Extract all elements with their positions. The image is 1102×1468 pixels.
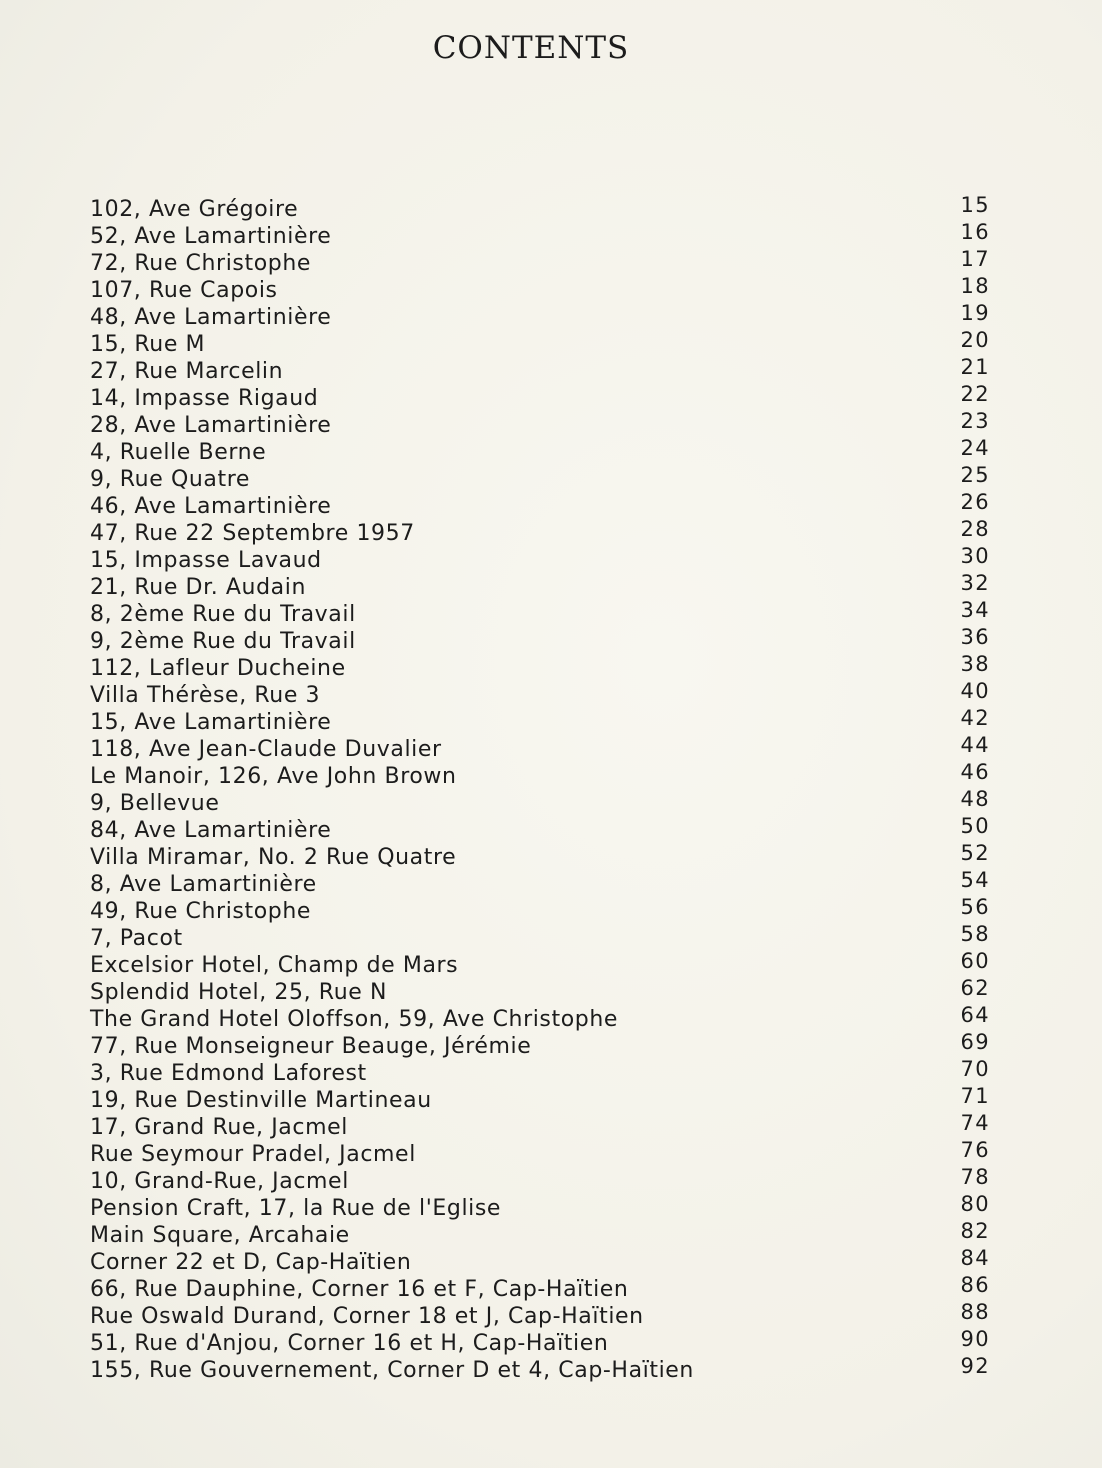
entry-page-number: 21 — [960, 355, 990, 379]
entry-title: 9, Bellevue — [90, 791, 220, 816]
entry-title: 15, Impasse Lavaud — [90, 548, 322, 573]
contents-entry — [90, 1084, 990, 1114]
contents-entry — [90, 733, 990, 763]
entry-title: 84, Ave Lamartinière — [90, 818, 332, 843]
entry-page-number: 34 — [960, 598, 990, 622]
entry-page-number: 17 — [960, 247, 990, 271]
entry-title: 155, Rue Gouvernement, Corner D et 4, Cap-Haïtien — [90, 1358, 694, 1383]
contents-entry — [90, 220, 990, 250]
contents-entry — [90, 328, 990, 358]
contents-entry — [90, 1138, 990, 1168]
contents-entry — [90, 490, 990, 520]
entry-page-number: 80 — [960, 1192, 990, 1216]
entry-title: 8, Ave Lamartinière — [90, 872, 317, 897]
entry-title: 47, Rue 22 Septembre 1957 — [90, 521, 415, 546]
contents-entry — [90, 1192, 990, 1222]
entry-title: 14, Impasse Rigaud — [90, 386, 319, 411]
entry-page-number: 15 — [960, 193, 990, 217]
entry-page-number: 44 — [960, 733, 990, 757]
contents-entry — [90, 922, 990, 952]
entry-title: Le Manoir, 126, Ave John Brown — [90, 764, 457, 789]
contents-entry — [90, 895, 990, 925]
entry-title: The Grand Hotel Oloffson, 59, Ave Christophe — [90, 1007, 619, 1032]
entry-page-number: 20 — [960, 328, 990, 352]
contents-entry — [90, 760, 990, 790]
entry-page-number: 69 — [960, 1030, 990, 1054]
entry-page-number: 18 — [960, 274, 990, 298]
entry-title: Rue Seymour Pradel, Jacmel — [90, 1142, 416, 1167]
entry-title: 66, Rue Dauphine, Corner 16 et F, Cap-Haïtien — [90, 1277, 629, 1302]
contents-entry — [90, 274, 990, 304]
entry-title: Excelsior Hotel, Champ de Mars — [90, 953, 459, 978]
entry-page-number: 30 — [960, 544, 990, 568]
entry-title: 102, Ave Grégoire — [90, 197, 299, 222]
entry-title: Pension Craft, 17, la Rue de l'Eglise — [90, 1196, 502, 1221]
entry-page-number: 28 — [960, 517, 990, 541]
entry-title: 15, Ave Lamartinière — [90, 710, 332, 735]
contents-entry — [90, 571, 990, 601]
entry-page-number: 82 — [960, 1219, 990, 1243]
entry-page-number: 90 — [960, 1327, 990, 1351]
contents-entry — [90, 787, 990, 817]
entry-page-number: 62 — [960, 976, 990, 1000]
entry-page-number: 88 — [960, 1300, 990, 1324]
entry-title: 72, Rue Christophe — [90, 251, 312, 276]
contents-entry — [90, 679, 990, 709]
entry-page-number: 92 — [960, 1354, 990, 1378]
contents-entry — [90, 1273, 990, 1303]
entry-page-number: 78 — [960, 1165, 990, 1189]
contents-entry — [90, 625, 990, 655]
entry-title: 3, Rue Edmond Laforest — [90, 1061, 367, 1086]
entry-page-number: 46 — [960, 760, 990, 784]
entry-title: 21, Rue Dr. Audain — [90, 575, 306, 600]
entry-title: 118, Ave Jean-Claude Duvalier — [90, 737, 442, 762]
page-title: CONTENTS — [432, 30, 630, 66]
contents-entry — [90, 1219, 990, 1249]
entry-page-number: 32 — [960, 571, 990, 595]
entry-page-number: 42 — [960, 706, 990, 730]
entry-title: 107, Rue Capois — [90, 278, 278, 303]
contents-entry — [90, 193, 990, 223]
entry-title: 9, 2ème Rue du Travail — [90, 629, 356, 654]
contents-entry — [90, 382, 990, 412]
contents-entry — [90, 1327, 990, 1357]
entry-page-number: 38 — [960, 652, 990, 676]
entry-page-number: 19 — [960, 301, 990, 325]
contents-entry — [90, 247, 990, 277]
entry-title: 17, Grand Rue, Jacmel — [90, 1115, 348, 1140]
entry-page-number: 40 — [960, 679, 990, 703]
contents-list — [90, 193, 990, 1384]
entry-page-number: 58 — [960, 922, 990, 946]
entry-page-number: 56 — [960, 895, 990, 919]
contents-entry — [90, 1165, 990, 1195]
entry-page-number: 50 — [960, 814, 990, 838]
entry-title: 112, Lafleur Ducheine — [90, 656, 346, 681]
entry-title: Villa Miramar, No. 2 Rue Quatre — [90, 845, 457, 870]
contents-entry — [90, 544, 990, 574]
contents-entry — [90, 652, 990, 682]
contents-entry — [90, 1111, 990, 1141]
entry-page-number: 48 — [960, 787, 990, 811]
entry-page-number: 74 — [960, 1111, 990, 1135]
contents-entry — [90, 436, 990, 466]
entry-title: 46, Ave Lamartinière — [90, 494, 332, 519]
entry-page-number: 54 — [960, 868, 990, 892]
entry-title: Corner 22 et D, Cap-Haïtien — [90, 1250, 412, 1275]
entry-page-number: 25 — [960, 463, 990, 487]
entry-page-number: 64 — [960, 1003, 990, 1027]
entry-title: Splendid Hotel, 25, Rue N — [90, 980, 388, 1005]
entry-title: 19, Rue Destinville Martineau — [90, 1088, 432, 1113]
entry-title: 15, Rue M — [90, 332, 206, 357]
entry-page-number: 70 — [960, 1057, 990, 1081]
contents-entry — [90, 409, 990, 439]
entry-title: 9, Rue Quatre — [90, 467, 251, 492]
entry-title: 7, Pacot — [90, 926, 183, 951]
contents-entry — [90, 1057, 990, 1087]
entry-title: 77, Rue Monseigneur Beauge, Jérémie — [90, 1034, 532, 1059]
contents-entry — [90, 949, 990, 979]
contents-entry — [90, 1003, 990, 1033]
entry-title: 27, Rue Marcelin — [90, 359, 284, 384]
entry-title: 4, Ruelle Berne — [90, 440, 267, 465]
contents-entry — [90, 1246, 990, 1276]
contents-entry — [90, 706, 990, 736]
entry-title: 28, Ave Lamartinière — [90, 413, 332, 438]
contents-entry — [90, 598, 990, 628]
contents-entry — [90, 1030, 990, 1060]
entry-title: 48, Ave Lamartinière — [90, 305, 332, 330]
entry-title: 10, Grand-Rue, Jacmel — [90, 1169, 349, 1194]
contents-entry — [90, 301, 990, 331]
contents-entry — [90, 841, 990, 871]
contents-entry — [90, 355, 990, 385]
entry-page-number: 76 — [960, 1138, 990, 1162]
entry-title: 49, Rue Christophe — [90, 899, 312, 924]
entry-title: 8, 2ème Rue du Travail — [90, 602, 356, 627]
contents-entry — [90, 976, 990, 1006]
entry-page-number: 16 — [960, 220, 990, 244]
contents-entry — [90, 1300, 990, 1330]
contents-entry — [90, 517, 990, 547]
contents-entry — [90, 463, 990, 493]
contents-entry — [90, 814, 990, 844]
entry-page-number: 52 — [960, 841, 990, 865]
entry-page-number: 84 — [960, 1246, 990, 1270]
entry-page-number: 24 — [960, 436, 990, 460]
contents-entry — [90, 868, 990, 898]
entry-page-number: 60 — [960, 949, 990, 973]
entry-page-number: 86 — [960, 1273, 990, 1297]
entry-title: Villa Thérèse, Rue 3 — [90, 683, 321, 708]
contents-entry — [90, 1354, 990, 1384]
entry-title: Rue Oswald Durand, Corner 18 et J, Cap-Haïtien — [90, 1304, 644, 1329]
entry-page-number: 23 — [960, 409, 990, 433]
entry-page-number: 26 — [960, 490, 990, 514]
entry-title: Main Square, Arcahaie — [90, 1223, 350, 1248]
entry-page-number: 36 — [960, 625, 990, 649]
entry-title: 52, Ave Lamartinière — [90, 224, 332, 249]
entry-page-number: 71 — [960, 1084, 990, 1108]
entry-title: 51, Rue d'Anjou, Corner 16 et H, Cap-Haïtien — [90, 1331, 609, 1356]
entry-page-number: 22 — [960, 382, 990, 406]
